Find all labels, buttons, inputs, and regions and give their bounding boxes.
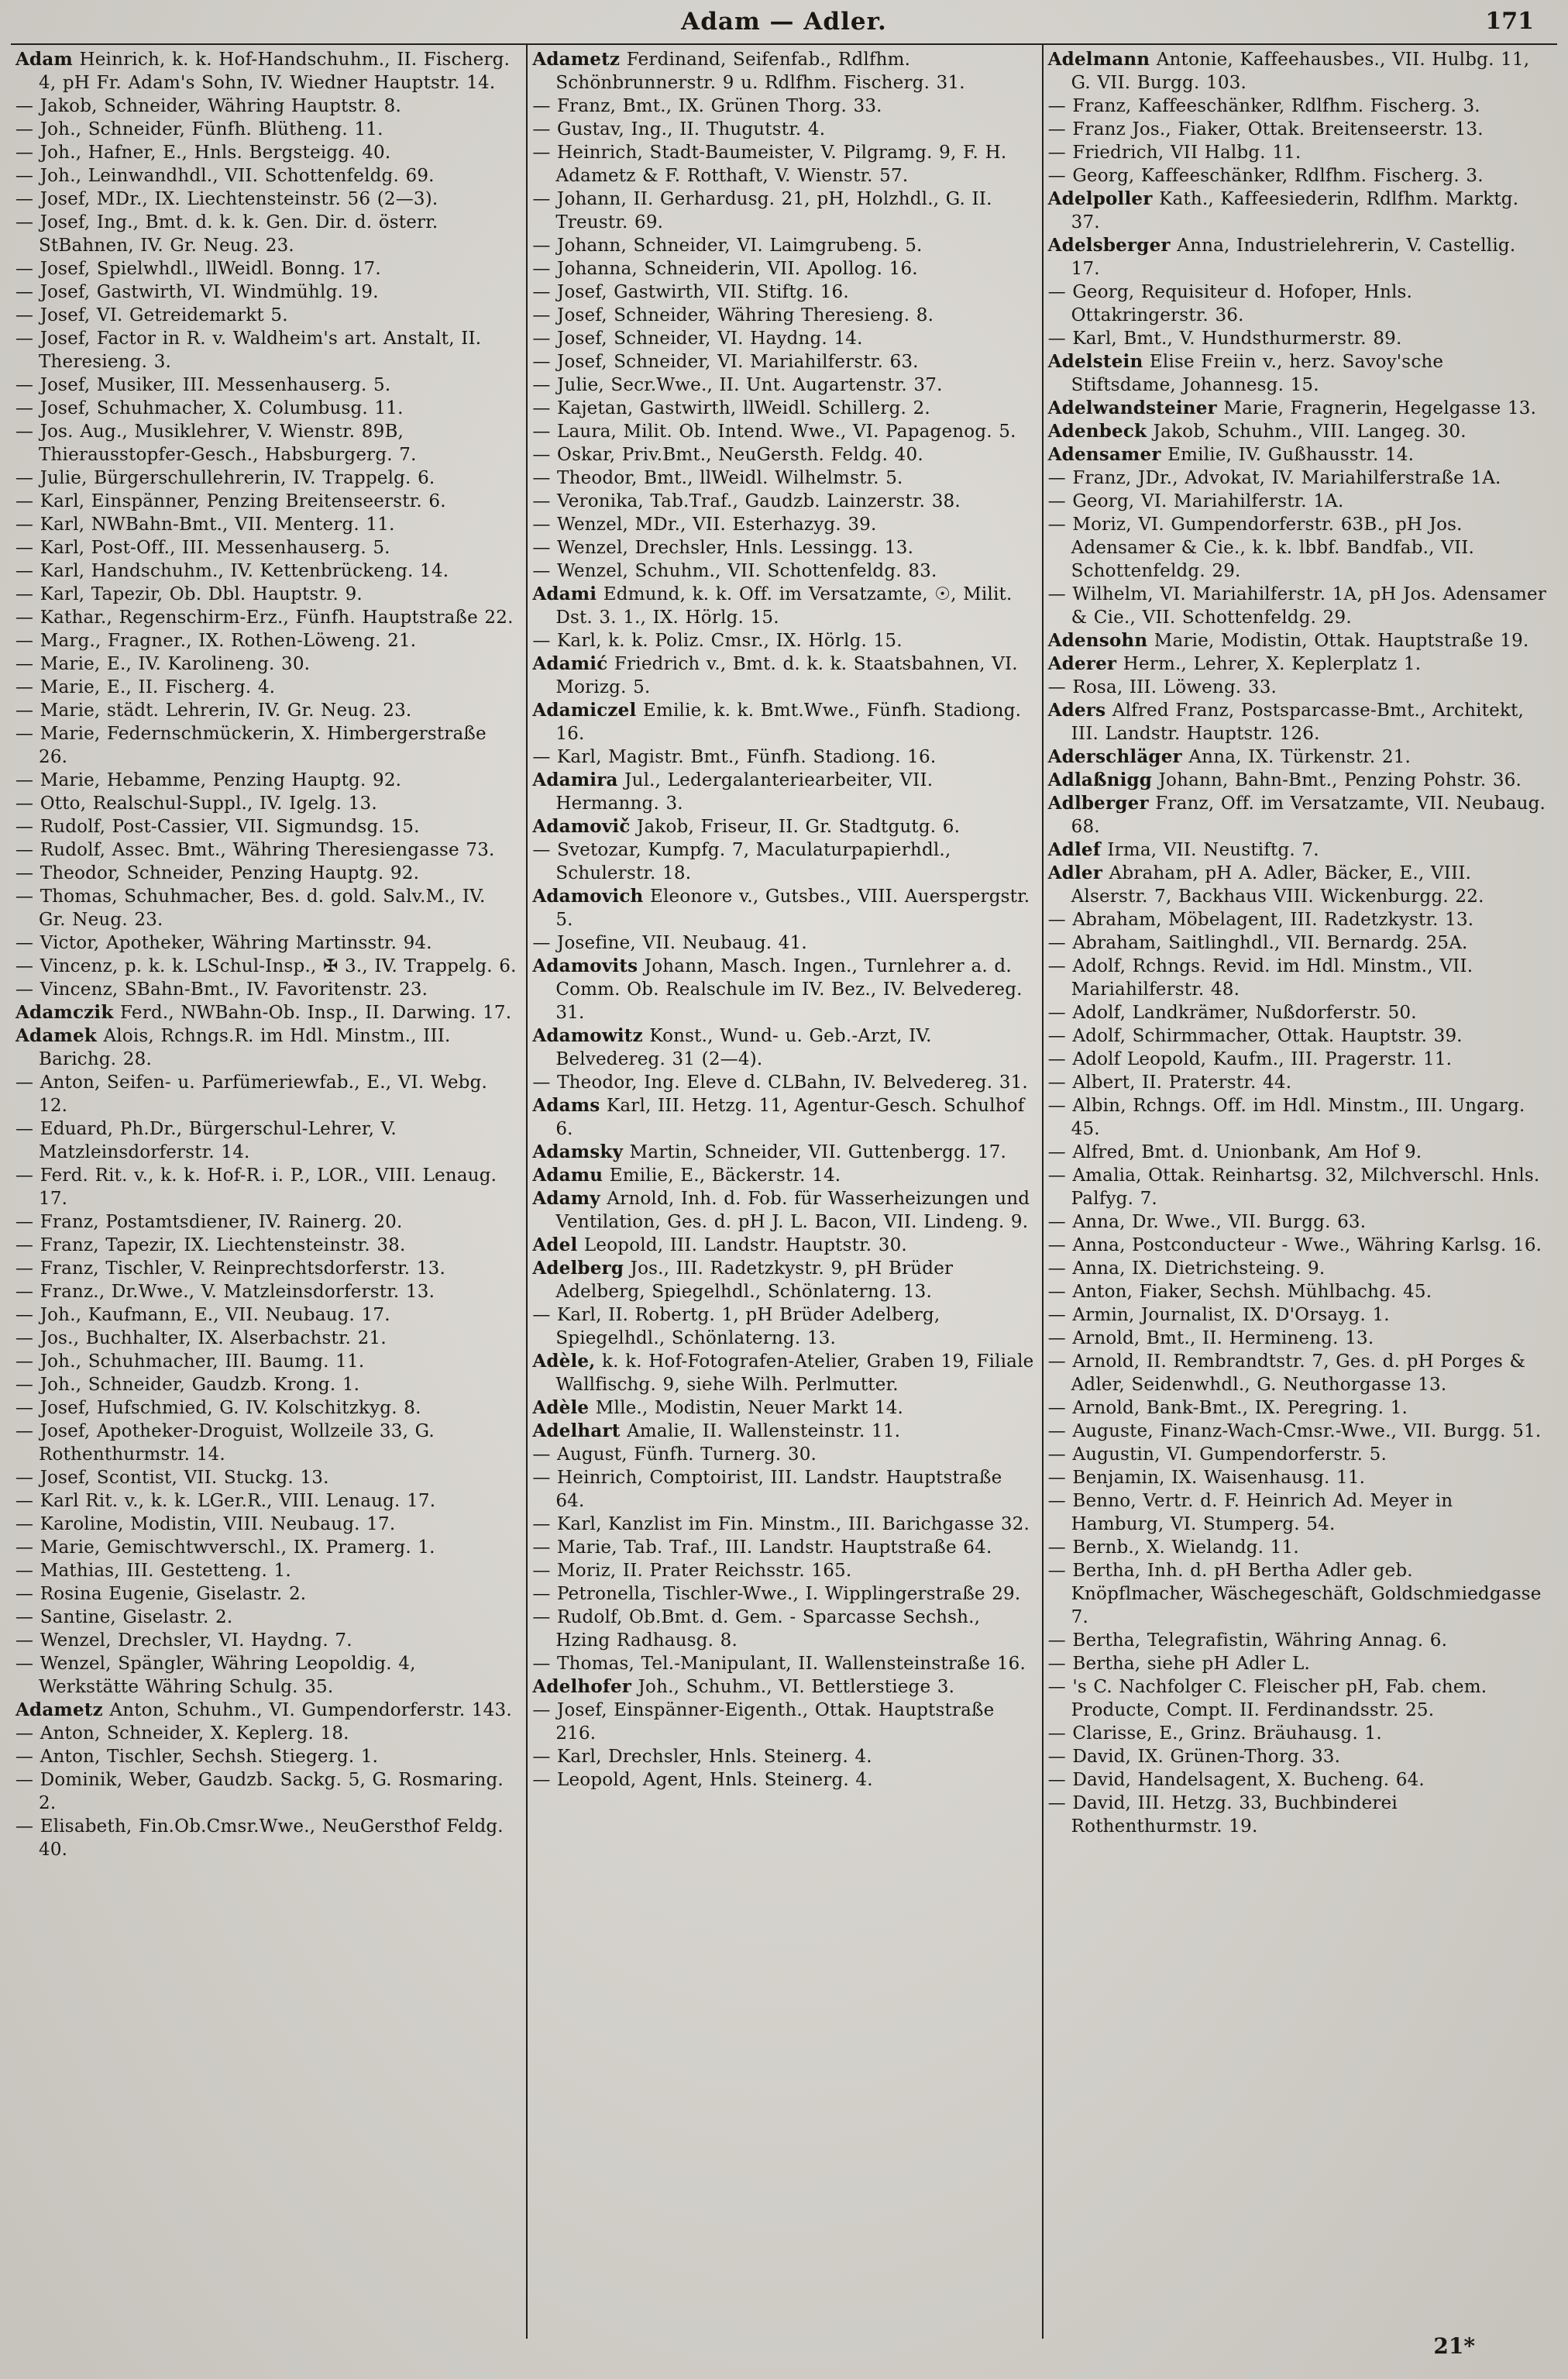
directory-entry: Adensamer Emilie, IV. Gußhausstr. 14. — [1047, 444, 1415, 465]
directory-entry: — Franz, Postamtsdiener, IV. Rainerg. 20. — [15, 1212, 403, 1232]
directory-entry: Adelstein Elise Freiin v., herz. Savoy'sche Stiftsdame, Johannesg. 15. — [1047, 351, 1444, 395]
entry-surname: Adlberger — [1047, 793, 1149, 814]
directory-entry: — Jos. Aug., Musiklehrer, V. Wienstr. 89B, Thierausstopfer-Gesch., Habsburgerg. 7. — [15, 422, 417, 465]
directory-entry: — Bertha, siehe pH Adler L. — [1047, 1654, 1311, 1674]
directory-entry: Adamovič Jakob, Friseur, II. Gr. Stadtgutg. 6. — [532, 816, 961, 837]
directory-entry: — David, IX. Grünen-Thorg. 33. — [1047, 1747, 1341, 1767]
directory-entry: — Josef, VI. Getreidemarkt 5. — [15, 305, 288, 325]
directory-entry: Aderer Herm., Lehrer, X. Keplerplatz 1. — [1047, 653, 1422, 674]
entry-surname: Adensohn — [1047, 630, 1148, 651]
directory-entry: — Karl, Bmt., V. Hundsthurmerstr. 89. — [1047, 329, 1402, 349]
directory-entry: — Franz, Kaffeeschänker, Rdlfhm. Fischerg. 3. — [1047, 96, 1480, 116]
directory-entry: — Albert, II. Praterstr. 44. — [1047, 1072, 1292, 1093]
directory-entry: — Anna, IX. Dietrichsteing. 9. — [1047, 1258, 1326, 1279]
directory-entry: — Gustav, Ing., II. Thugutstr. 4. — [532, 119, 826, 139]
directory-entry: — Franz., Dr.Wwe., V. Matzleinsdorferstr. 13. — [15, 1282, 435, 1302]
entry-surname: Adamy — [532, 1188, 600, 1209]
directory-entry: — Joh., Leinwandhdl., VII. Schottenfeldg. 69. — [15, 166, 435, 186]
directory-entry: — Otto, Realschul-Suppl., IV. Igelg. 13. — [15, 794, 377, 814]
directory-entry: — Anton, Tischler, Sechsh. Stiegerg. 1. — [15, 1747, 379, 1767]
directory-entry: — Moriz, VI. Gumpendorferstr. 63B., pH Jos. Adensamer & Cie., k. k. lbbf. Bandfab., VII. Schottenfeldg. 29. — [1047, 515, 1475, 581]
directory-entry: — Kajetan, Gastwirth, llWeidl. Schillerg. 2. — [532, 398, 930, 418]
directory-entry: Adamek Alois, Rchngs.R. im Hdl. Minstm., III. Barichg. 28. — [15, 1025, 451, 1069]
directory-entry: — Karl, Magistr. Bmt., Fünfh. Stadiong. 16. — [532, 747, 937, 767]
directory-entry: — Georg, Kaffeeschänker, Rdlfhm. Fischerg. 3. — [1047, 166, 1484, 186]
directory-entry: — Benno, Vertr. d. F. Heinrich Ad. Meyer in Hamburg, VI. Stumperg. 54. — [1047, 1491, 1453, 1534]
directory-entry: — Marie, Tab. Traf., III. Landstr. Hauptstraße 64. — [532, 1537, 992, 1558]
directory-entry: Aders Alfred Franz, Postsparcasse-Bmt., Architekt, III. Landstr. Hauptstr. 126. — [1047, 700, 1525, 744]
directory-entry: — Marie, städt. Lehrerin, IV. Gr. Neug. 23. — [15, 701, 412, 721]
directory-entry: — Joh., Schneider, Fünfh. Blütheng. 11. — [15, 119, 383, 139]
directory-entry: — Karl, Einspänner, Penzing Breitenseerstr. 6. — [15, 491, 446, 511]
entry-surname: Aders — [1047, 700, 1106, 721]
directory-entry: — Oskar, Priv.Bmt., NeuGersth. Feldg. 40. — [532, 445, 923, 465]
directory-entry: Adensohn Marie, Modistin, Ottak. Hauptstraße 19. — [1047, 630, 1529, 651]
entry-surname: Adelwandsteiner — [1047, 398, 1217, 418]
directory-entry: — Abraham, Saitlinghdl., VII. Bernardg. 25A. — [1047, 933, 1468, 953]
entry-surname: Adam — [15, 49, 73, 70]
directory-entry: — Josef, Schneider, VI. Haydng. 14. — [532, 329, 863, 349]
directory-entry: — Augustin, VI. Gumpendorferstr. 5. — [1047, 1444, 1387, 1465]
directory-entry: Adametz Ferdinand, Seifenfab., Rdlfhm. Schönbrunnerstr. 9 u. Rdlfhm. Fischerg. 31. — [532, 49, 965, 93]
directory-entry: Adelmann Antonie, Kaffeehausbes., VII. Hulbg. 11, G. VII. Burgg. 103. — [1047, 49, 1530, 93]
directory-entry: — Josef, Apotheker-Droguist, Wollzeile 33, G. Rothenthurmstr. 14. — [15, 1421, 435, 1465]
directory-entry: Adlef Irma, VII. Neustiftg. 7. — [1047, 839, 1319, 860]
directory-entry: Adamowitz Konst., Wund- u. Geb.-Arzt, IV. Belvedereg. 31 (2—4). — [532, 1025, 932, 1069]
entry-surname: Adenbeck — [1047, 421, 1147, 442]
entry-surname: Adelberg — [532, 1258, 624, 1279]
directory-entry: — Josef, Ing., Bmt. d. k. k. Gen. Dir. d. österr. StBahnen, IV. Gr. Neug. 23. — [15, 212, 438, 256]
directory-entry: — Rudolf, Post-Cassier, VII. Sigmundsg. 15. — [15, 817, 420, 837]
directory-entry: — Adolf, Schirmmacher, Ottak. Hauptstr. 39. — [1047, 1026, 1463, 1046]
directory-entry: Adami Edmund, k. k. Off. im Versatzamte, ☉, Milit. Dst. 3. 1., IX. Hörlg. 15. — [532, 584, 1013, 628]
directory-entry: — Wilhelm, VI. Mariahilferstr. 1A, pH Jos. Adensamer & Cie., VII. Schottenfeldg. 29. — [1047, 584, 1547, 628]
directory-entry: — Josef, Schneider, Währing Theresieng. 8. — [532, 305, 934, 325]
directory-entry: — Joh., Hafner, E., Hnls. Bergsteigg. 40. — [15, 143, 391, 163]
directory-entry: — Heinrich, Comptoirist, III. Landstr. Hauptstraße 64. — [532, 1468, 1002, 1511]
directory-entry: Adler Abraham, pH A. Adler, Bäcker, E., VIII. Alserstr. 7, Backhaus VIII. Wickenburgg. 22. — [1047, 862, 1484, 907]
directory-entry: — Friedrich, VII Halbg. 11. — [1047, 143, 1302, 163]
directory-entry: — Rudolf, Ob.Bmt. d. Gem. - Sparcasse Sechsh., Hzing Radhausg. 8. — [532, 1607, 981, 1651]
directory-entry: Adamsky Martin, Schneider, VII. Guttenbergg. 17. — [532, 1141, 1007, 1162]
entry-surname: Adametz — [15, 1699, 103, 1720]
directory-entry: — Josef, MDr., IX. Liechtensteinstr. 56 (2—3). — [15, 189, 438, 209]
entry-surname: Adelpoller — [1047, 188, 1153, 209]
directory-entry: — Benjamin, IX. Waisenhausg. 11. — [1047, 1468, 1366, 1488]
directory-entry: — Marg., Fragner., IX. Rothen-Löweng. 21. — [15, 631, 417, 651]
directory-entry: — Karl, Tapezir, Ob. Dbl. Hauptstr. 9. — [15, 584, 363, 604]
directory-entry: — Kathar., Regenschirm-Erz., Fünfh. Hauptstraße 22. — [15, 608, 514, 628]
directory-column-3 — [1042, 45, 1557, 2339]
directory-entry: — Adolf, Rchngs. Revid. im Hdl. Minstm., VII. Mariahilferstr. 48. — [1047, 956, 1473, 1000]
directory-entry: Aderschläger Anna, IX. Türkenstr. 21. — [1047, 746, 1412, 767]
directory-entry: — Santine, Giselastr. 2. — [15, 1607, 233, 1627]
directory-entry: — Karl, II. Robertg. 1, pH Brüder Adelberg, Spiegelhdl., Schönlaterng. 13. — [532, 1305, 940, 1348]
directory-entry: Adametz Anton, Schuhm., VI. Gumpendorferstr. 143. — [15, 1699, 512, 1720]
directory-entry: Adèle Mlle., Modistin, Neuer Markt 14. — [532, 1397, 904, 1418]
directory-entry: — Jakob, Schneider, Währing Hauptstr. 8. — [15, 96, 402, 116]
directory-entry: — Thomas, Tel.-Manipulant, II. Wallensteinstraße 16. — [532, 1654, 1026, 1674]
directory-entry: — Karl, Handschuhm., IV. Kettenbrückeng. 14. — [15, 561, 449, 581]
directory-entry: Adam Heinrich, k. k. Hof-Handschuhm., II. Fischerg. 4, pH Fr. Adam's Sohn, IV. Wiedner Hauptstr. 14. — [15, 49, 511, 93]
directory-entry: — Anton, Seifen- u. Parfümeriewfab., E., VI. Webg. 12. — [15, 1072, 488, 1116]
directory-entry: — Josef, Musiker, III. Messenhauserg. 5. — [15, 375, 391, 395]
directory-entry: — Theodor, Bmt., llWeidl. Wilhelmstr. 5. — [532, 468, 903, 488]
entry-surname: Adelhart — [532, 1420, 621, 1441]
directory-entry: — Anna, Dr. Wwe., VII. Burgg. 63. — [1047, 1212, 1367, 1232]
directory-entry: — Franz Jos., Fiaker, Ottak. Breitenseerstr. 13. — [1047, 119, 1484, 139]
entry-surname: Adlaßnigg — [1047, 769, 1153, 790]
directory-entry: — Joh., Schuhmacher, III. Baumg. 11. — [15, 1351, 365, 1372]
directory-entry: — Marie, Hebamme, Penzing Hauptg. 92. — [15, 770, 402, 790]
directory-entry: Adamczik Ferd., NWBahn-Ob. Insp., II. Darwing. 17. — [15, 1002, 512, 1023]
directory-entry: — Ferd. Rit. v., k. k. Hof-R. i. P., LOR., VIII. Lenaug. 17. — [15, 1165, 497, 1209]
entry-surname: Adamek — [15, 1025, 97, 1046]
directory-entry: — Franz, Bmt., IX. Grünen Thorg. 33. — [532, 96, 882, 116]
directory-entry: — Arnold, II. Rembrandtstr. 7, Ges. d. pH Porges & Adler, Seidenwhdl., G. Neuthorgasse 13. — [1047, 1351, 1526, 1395]
directory-entry: — Johanna, Schneiderin, VII. Apollog. 16. — [532, 259, 918, 279]
directory-entry: — Franz, Tischler, V. Reinprechtsdorferstr. 13. — [15, 1258, 445, 1279]
directory-entry: — Heinrich, Stadt-Baumeister, V. Pilgramg. 9, F. H. Adametz & F. Rotthaft, V. Wienstr. 57. — [532, 143, 1007, 186]
directory-entry: — Leopold, Agent, Hnls. Steinerg. 4. — [532, 1770, 873, 1790]
directory-column-1 — [11, 45, 526, 2339]
entry-surname: Adler — [1047, 862, 1103, 883]
directory-entry: — Karl Rit. v., k. k. LGer.R., VIII. Lenaug. 17. — [15, 1491, 436, 1511]
directory-entry: — Moriz, II. Prater Reichsstr. 165. — [532, 1561, 852, 1581]
directory-entry: — Vincenz, SBahn-Bmt., IV. Favoritenstr. 23. — [15, 979, 428, 1000]
directory-entry: — Anton, Schneider, X. Keplerg. 18. — [15, 1723, 349, 1744]
directory-entry: — Bertha, Telegrafistin, Währing Annag. 6. — [1047, 1630, 1448, 1651]
directory-entry: — Georg, VI. Mariahilferstr. 1A. — [1047, 491, 1344, 511]
directory-entry: Adlberger Franz, Off. im Versatzamte, VII. Neubaug. 68. — [1047, 793, 1546, 837]
directory-entry: — Karl, k. k. Poliz. Cmsr., IX. Hörlg. 15. — [532, 631, 903, 651]
directory-entry: — Josef, Scontist, VII. Stuckg. 13. — [15, 1468, 329, 1488]
directory-entry: — Wenzel, Drechsler, VI. Haydng. 7. — [15, 1630, 352, 1651]
directory-entry: — Franz, JDr., Advokat, IV. Mariahilferstraße 1A. — [1047, 468, 1501, 488]
directory-entry: — Anton, Fiaker, Sechsh. Mühlbachg. 45. — [1047, 1282, 1432, 1302]
entry-surname: Adamovits — [532, 955, 638, 976]
directory-entry: Adelberg Jos., III. Radetzkystr. 9, pH Brüder Adelberg, Spiegelhdl., Schönlaterng. 13. — [532, 1258, 954, 1302]
entry-surname: Aderschläger — [1047, 746, 1182, 767]
directory-entry: — Karl, Post-Off., III. Messenhauserg. 5. — [15, 538, 390, 558]
directory-entry: Adamić Friedrich v., Bmt. d. k. k. Staatsbahnen, VI. Morizg. 5. — [532, 653, 1018, 697]
directory-entry: — Adolf, Landkrämer, Nußdorferstr. 50. — [1047, 1003, 1417, 1023]
directory-entry: — Josef, Gastwirth, VI. Windmühlg. 19. — [15, 282, 379, 302]
directory-entry: — Marie, E., IV. Karolineng. 30. — [15, 654, 311, 674]
entry-surname: Adamić — [532, 653, 608, 674]
directory-entry: Adelsberger Anna, Industrielehrerin, V. Castellig. 17. — [1047, 235, 1516, 279]
directory-entry: — Armin, Journalist, IX. D'Orsayg. 1. — [1047, 1305, 1390, 1325]
directory-entry: — Anna, Postconducteur - Wwe., Währing Karlsg. 16. — [1047, 1235, 1542, 1255]
directory-entry: — Julie, Bürgerschullehrerin, IV. Trappelg. 6. — [15, 468, 435, 488]
directory-entry: — Adolf Leopold, Kaufm., III. Pragerstr. 11. — [1047, 1049, 1453, 1069]
directory-entry: — Franz, Tapezir, IX. Liechtensteinstr. 38. — [15, 1235, 406, 1255]
entry-surname: Adamu — [532, 1165, 603, 1186]
directory-entry: — Petronella, Tischler-Wwe., I. Wipplingerstraße 29. — [532, 1584, 1021, 1604]
entry-surname: Adlef — [1047, 839, 1101, 860]
entry-surname: Adel — [532, 1234, 578, 1255]
directory-entry: — Clarisse, E., Grinz. Bräuhausg. 1. — [1047, 1723, 1382, 1744]
directory-entry: — Mathias, III. Gestetteng. 1. — [15, 1561, 291, 1581]
directory-entry: — Dominik, Weber, Gaudzb. Sackg. 5, G. Rosmaring. 2. — [15, 1770, 504, 1813]
entry-surname: Adamsky — [532, 1141, 624, 1162]
directory-entry: — Joh., Schneider, Gaudzb. Krong. 1. — [15, 1375, 360, 1395]
directory-entry: Adel Leopold, III. Landstr. Hauptstr. 30. — [532, 1234, 907, 1255]
directory-entry: — Marie, Federnschmückerin, X. Himbergerstraße 26. — [15, 724, 487, 767]
directory-entry: Adelhofer Joh., Schuhm., VI. Bettlerstiege 3. — [532, 1676, 955, 1697]
directory-entry: — Bertha, Inh. d. pH Bertha Adler geb. Knöpflmacher, Wäschegeschäft, Goldschmiedgasse 7. — [1047, 1561, 1542, 1627]
directory-entry: — Arnold, Bmt., II. Hermineng. 13. — [1047, 1328, 1374, 1348]
entry-surname: Adamiczel — [532, 700, 637, 721]
directory-entry: — Josef, Schuhmacher, X. Columbusg. 11. — [15, 398, 404, 418]
entry-surname: Adamowitz — [532, 1025, 643, 1046]
directory-entry: — Wenzel, Drechsler, Hnls. Lessingg. 13. — [532, 538, 914, 558]
directory-entry: Adelwandsteiner Marie, Fragnerin, Hegelgasse 13. — [1047, 398, 1537, 418]
entry-surname: Adamira — [532, 769, 618, 790]
directory-entry: Adamu Emilie, E., Bäckerstr. 14. — [532, 1165, 841, 1186]
directory-entry: — Johann, II. Gerhardusg. 21, pH, Holzhdl., G. II. Treustr. 69. — [532, 189, 992, 232]
entry-surname: Adensamer — [1047, 444, 1161, 465]
directory-entry: — Rudolf, Assec. Bmt., Währing Theresiengasse 73. — [15, 840, 495, 860]
entry-surname: Adèle, — [532, 1351, 596, 1372]
directory-entry: — Josef, Spielwhdl., llWeidl. Bonng. 17. — [15, 259, 381, 279]
directory-entry: — Karl, Kanzlist im Fin. Minstm., III. Barichgasse 32. — [532, 1514, 1030, 1534]
directory-entry: Adlaßnigg Johann, Bahn-Bmt., Penzing Pohstr. 36. — [1047, 769, 1522, 790]
directory-entry: — Vincenz, p. k. k. LSchul-Insp., ✠ 3., IV. Trappelg. 6. — [15, 956, 517, 976]
entry-surname: Adametz — [532, 49, 621, 70]
entry-surname: Adams — [532, 1095, 600, 1116]
directory-entry: Adelpoller Kath., Kaffeesiederin, Rdlfhm. Marktg. 37. — [1047, 188, 1519, 232]
directory-entry: — Wenzel, MDr., VII. Esterhazyg. 39. — [532, 515, 877, 535]
directory-entry: — Josef, Factor in R. v. Waldheim's art. Anstalt, II. Theresieng. 3. — [15, 329, 482, 372]
directory-entry: — Auguste, Finanz-Wach-Cmsr.-Wwe., VII. Burgg. 51. — [1047, 1421, 1542, 1441]
entry-surname: Adèle — [532, 1397, 590, 1418]
entry-surname: Adamczik — [15, 1002, 114, 1023]
directory-entry: — Rosa, III. Löweng. 33. — [1047, 677, 1277, 697]
directory-entry: — Rosina Eugenie, Giselastr. 2. — [15, 1584, 307, 1604]
page-number: 171 — [1485, 8, 1534, 35]
directory-entry: — Bernb., X. Wielandg. 11. — [1047, 1537, 1299, 1558]
entry-surname: Adelsberger — [1047, 235, 1171, 256]
directory-entry: — David, III. Hetzg. 33, Buchbinderei Rothenthurmstr. 19. — [1047, 1793, 1398, 1837]
entry-surname: Adamovich — [532, 886, 644, 907]
directory-entry: — Johann, Schneider, VI. Laimgrubeng. 5. — [532, 236, 923, 256]
directory-entry: — Amalia, Ottak. Reinhartsg. 32, Milchverschl. Hnls. Palfyg. 7. — [1047, 1165, 1540, 1209]
directory-entry: — Alfred, Bmt. d. Unionbank, Am Hof 9. — [1047, 1142, 1422, 1162]
directory-entry: — Josef, Hufschmied, G. IV. Kolschitzkyg. 8. — [15, 1398, 421, 1418]
directory-entry: — August, Fünfh. Turnerg. 30. — [532, 1444, 817, 1465]
entry-surname: Aderer — [1047, 653, 1117, 674]
directory-entry: — Wenzel, Spängler, Währing Leopoldig. 4, Werkstätte Währing Schulg. 35. — [15, 1654, 416, 1697]
entry-surname: Adelstein — [1047, 351, 1143, 372]
directory-entry: — Arnold, Bank-Bmt., IX. Peregring. 1. — [1047, 1398, 1408, 1418]
sheet-signature: 21* — [1433, 2333, 1475, 2359]
directory-entry: — Georg, Requisiteur d. Hofoper, Hnls. Ottakringerstr. 36. — [1047, 282, 1413, 325]
directory-entry: — Marie, Gemischtwverschl., IX. Pramerg. 1. — [15, 1537, 435, 1558]
directory-entry: — Julie, Secr.Wwe., II. Unt. Augartenstr. 37. — [532, 375, 943, 395]
directory-entry: — Joh., Kaufmann, E., VII. Neubaug. 17. — [15, 1305, 390, 1325]
directory-entry: — Karl, Drechsler, Hnls. Steinerg. 4. — [532, 1747, 872, 1767]
page-title: Adam — Adler. — [681, 8, 887, 36]
entry-surname: Adami — [532, 584, 597, 604]
directory-entry: Adèle, k. k. Hof-Fotografen-Atelier, Graben 19, Filiale Wallfischg. 9, siehe Wilh. Perlmutter. — [532, 1351, 1034, 1395]
page-header — [11, 8, 1557, 42]
directory-entry: — Josef, Gastwirth, VII. Stiftg. 16. — [532, 282, 849, 302]
directory-entry: — Josefine, VII. Neubaug. 41. — [532, 933, 807, 953]
directory-entry: — Svetozar, Kumpfg. 7, Maculaturpapierhdl., Schulerstr. 18. — [532, 840, 951, 883]
directory-entry: Adamovich Eleonore v., Gutsbes., VIII. Auerspergstr. 5. — [532, 886, 1030, 930]
directory-entry: — Marie, E., II. Fischerg. 4. — [15, 677, 276, 697]
directory-entry: — Eduard, Ph.Dr., Bürgerschul-Lehrer, V. Matzleinsdorferstr. 14. — [15, 1119, 397, 1162]
directory-entry: — Abraham, Möbelagent, III. Radetzkystr. 13. — [1047, 910, 1474, 930]
directory-entry: Adamovits Johann, Masch. Ingen., Turnlehrer a. d. Comm. Ob. Realschule im IV. Bez., IV. Belvedereg. 31. — [532, 955, 1023, 1023]
directory-entry: — Jos., Buchhalter, IX. Alserbachstr. 21. — [15, 1328, 387, 1348]
directory-entry: — Laura, Milit. Ob. Intend. Wwe., VI. Papagenog. 5. — [532, 422, 1016, 442]
directory-entry: Adamiczel Emilie, k. k. Bmt.Wwe., Fünfh. Stadiong. 16. — [532, 700, 1022, 744]
directory-entry: — 's C. Nachfolger C. Fleischer pH, Fab. chem. Producte, Compt. II. Ferdinandsstr. 25. — [1047, 1677, 1487, 1720]
directory-entry: Adamy Arnold, Inh. d. Fob. für Wasserheizungen und Ventilation, Ges. d. pH J. L. Bacon, VII. Lindeng. 9. — [532, 1188, 1030, 1232]
directory-entry: — Victor, Apotheker, Währing Martinsstr. 94. — [15, 933, 432, 953]
directory-entry: Adelhart Amalie, II. Wallensteinstr. 11. — [532, 1420, 901, 1441]
directory-entry: — Josef, Einspänner-Eigenth., Ottak. Hauptstraße 216. — [532, 1700, 995, 1744]
directory-entry: — Theodor, Schneider, Penzing Hauptg. 92. — [15, 863, 420, 883]
directory-column-2 — [526, 45, 1041, 2339]
directory-columns — [11, 45, 1557, 2339]
directory-entry: Adenbeck Jakob, Schuhm., VIII. Langeg. 30. — [1047, 421, 1467, 442]
directory-entry: — Veronika, Tab.Traf., Gaudzb. Lainzerstr. 38. — [532, 491, 961, 511]
directory-entry: Adamira Jul., Ledergalanteriearbeiter, VII. Hermanng. 3. — [532, 769, 934, 814]
directory-entry: — Theodor, Ing. Eleve d. CLBahn, IV. Belvedereg. 31. — [532, 1072, 1028, 1093]
entry-surname: Adelhofer — [532, 1676, 632, 1697]
directory-entry: — Thomas, Schuhmacher, Bes. d. gold. Salv.M., IV. Gr. Neug. 23. — [15, 887, 486, 930]
entry-surname: Adamovič — [532, 816, 631, 837]
directory-entry: — Elisabeth, Fin.Ob.Cmsr.Wwe., NeuGersthof Feldg. 40. — [15, 1816, 504, 1860]
directory-entry: Adams Karl, III. Hetzg. 11, Agentur-Gesch. Schulhof 6. — [532, 1095, 1025, 1139]
directory-entry: — Karoline, Modistin, VIII. Neubaug. 17. — [15, 1514, 396, 1534]
directory-entry: — Wenzel, Schuhm., VII. Schottenfeldg. 83. — [532, 561, 937, 581]
directory-entry: — David, Handelsagent, X. Bucheng. 64. — [1047, 1770, 1425, 1790]
directory-entry: — Albin, Rchngs. Off. im Hdl. Minstm., III. Ungarg. 45. — [1047, 1096, 1525, 1139]
entry-surname: Adelmann — [1047, 49, 1150, 70]
directory-entry: — Josef, Schneider, VI. Mariahilferstr. 63. — [532, 352, 919, 372]
directory-entry: — Karl, NWBahn-Bmt., VII. Menterg. 11. — [15, 515, 395, 535]
